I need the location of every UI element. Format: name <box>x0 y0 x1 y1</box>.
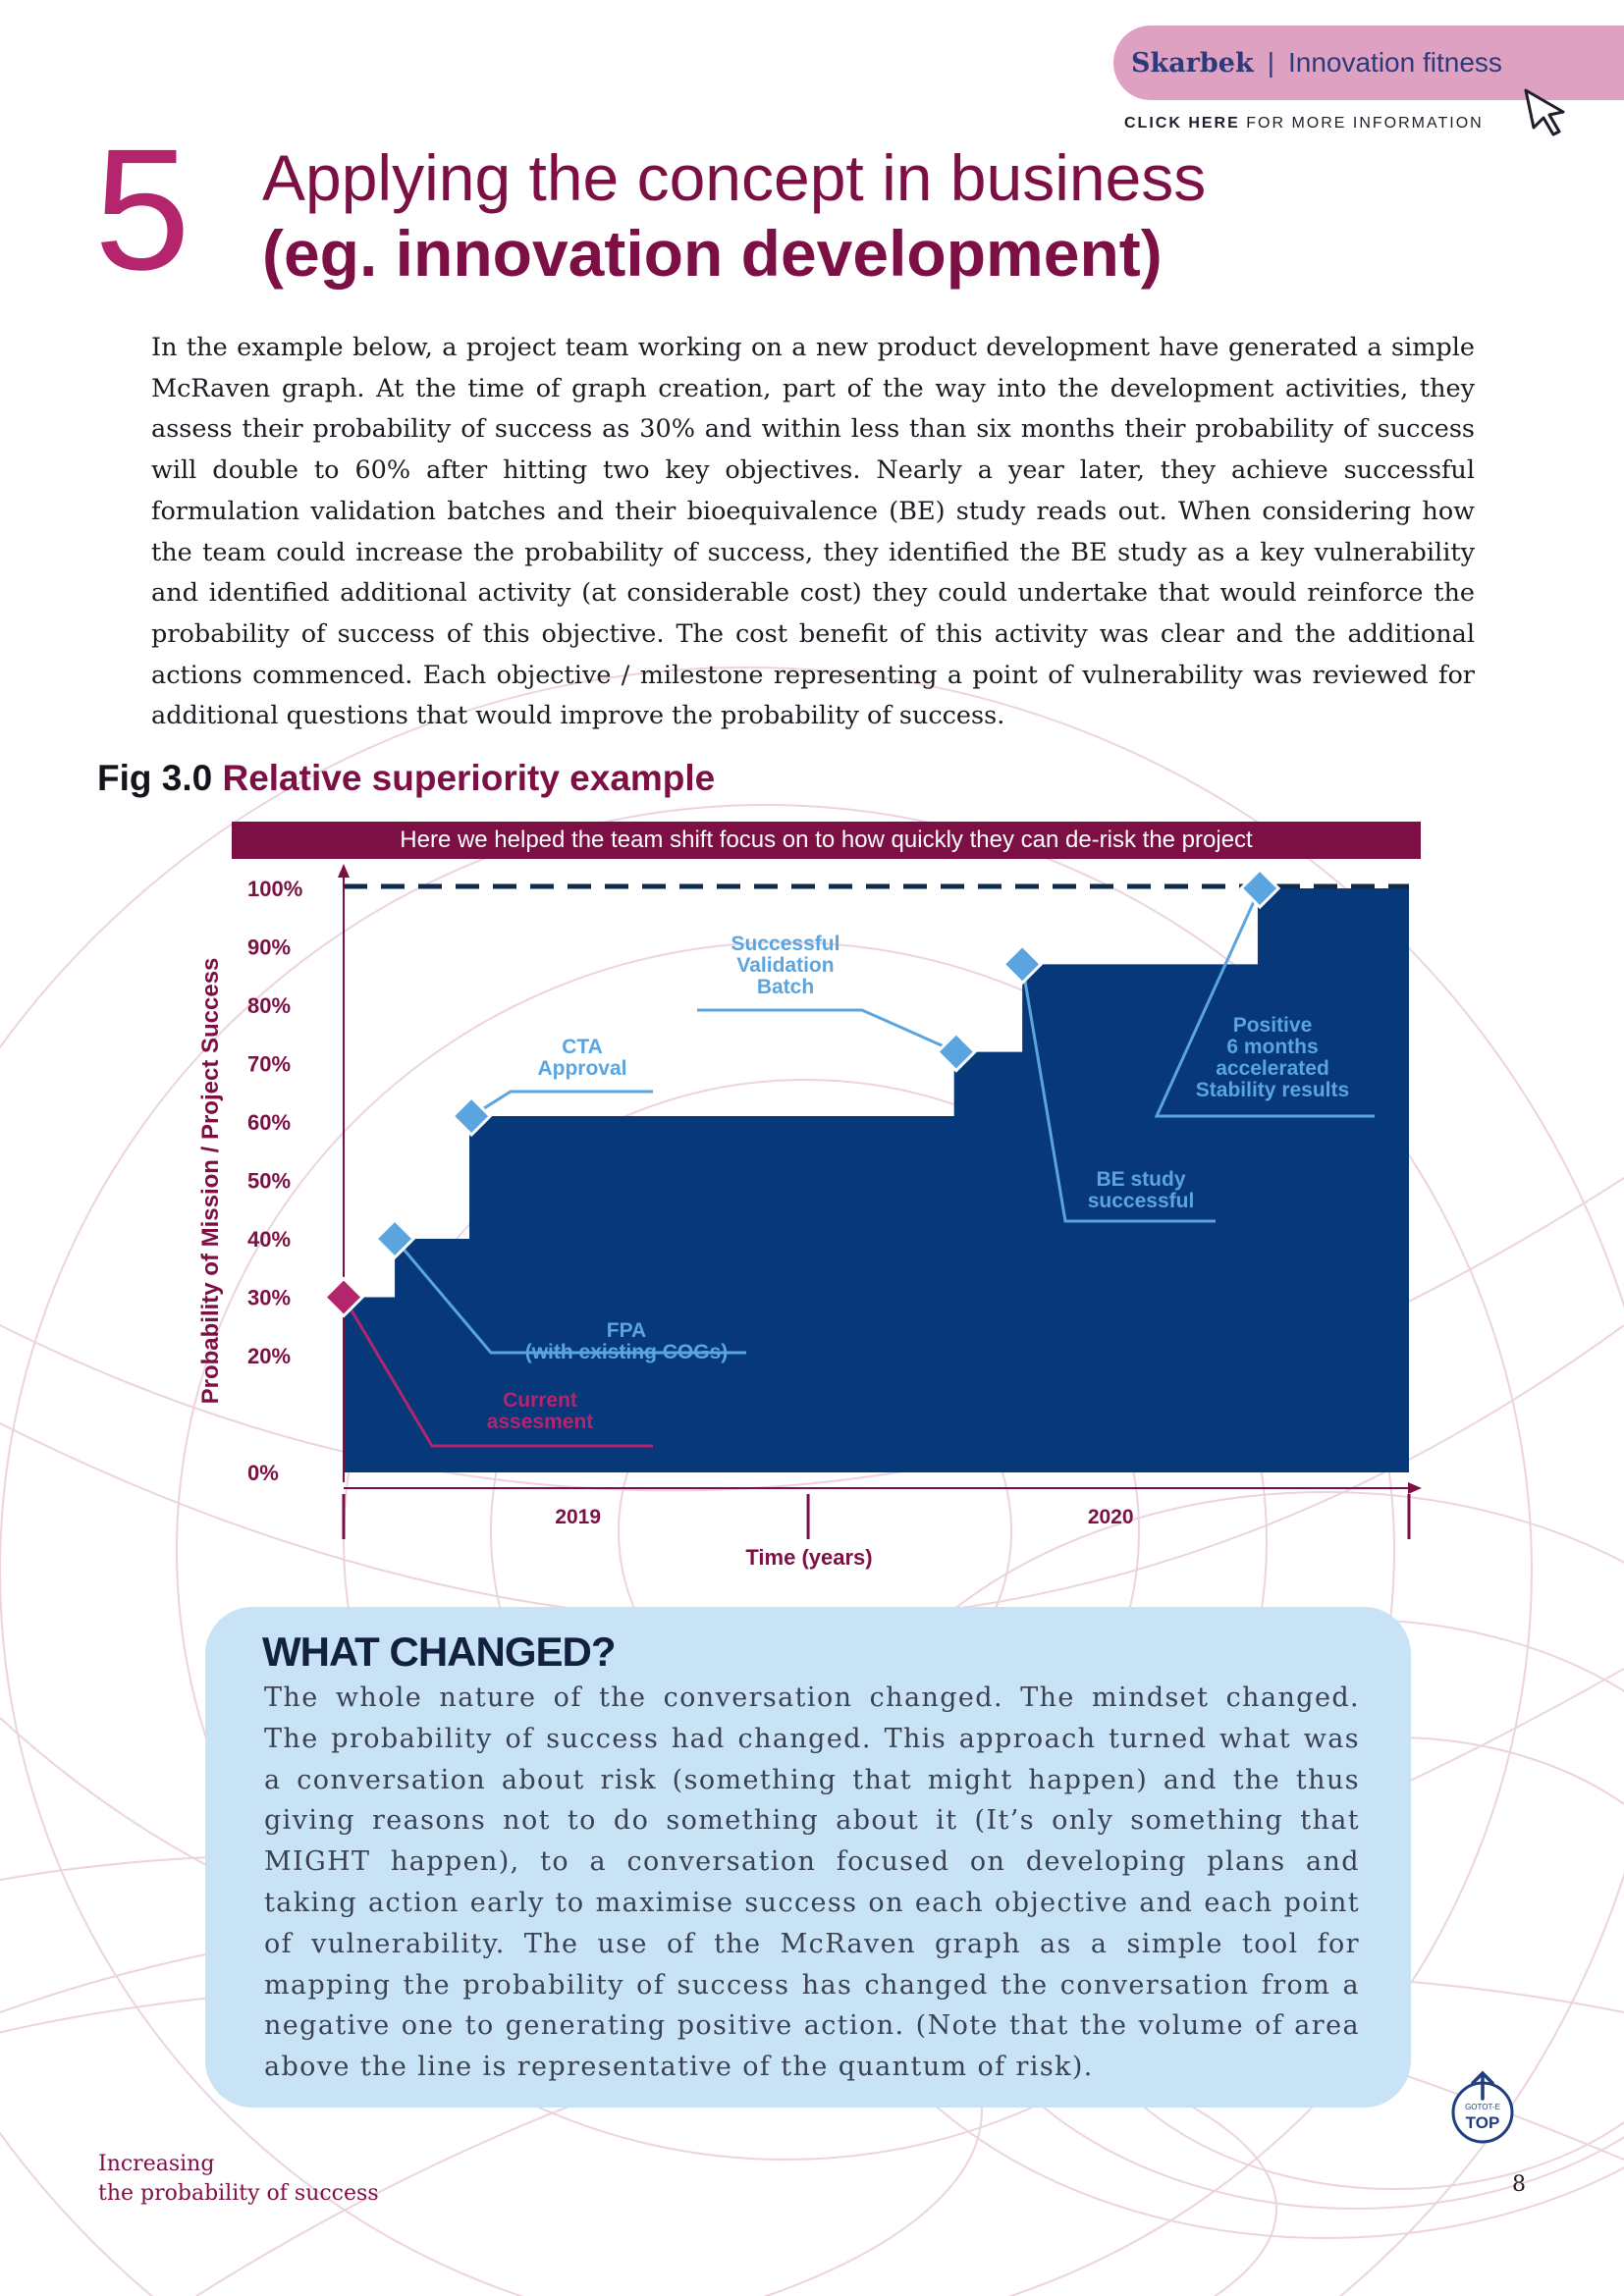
top-button-small-label: GOTOT-E <box>1465 2103 1500 2111</box>
y-tick-label: 40% <box>247 1227 292 1252</box>
back-to-top-button[interactable] <box>1443 2067 1522 2150</box>
figure-name: Relative superiority example <box>222 758 716 798</box>
page-title-line1: Applying the concept in business <box>262 141 1207 214</box>
y-axis-label: Probability of Mission / Project Success <box>197 957 224 1405</box>
footer-title <box>98 2150 379 2209</box>
y-axis-arrow <box>338 864 350 878</box>
what-changed-body: The whole nature of the conversation changed. The mindset changed. The probability of success had changed. This approach turned what was a conversation about risk (something that might happen) and the thus giving reasons not to do something about it (It’s only something that MIGHT happen), to a conversation focused on developing plans and taking action early to maximise success on each objective and each point of vulnerability. The use of the McRaven graph as a simple tool for mapping the probability of success has changed the conversation from a negative one to generating positive action. (Note that the volume of area above the line is representative of the quantum of risk). <box>264 1682 1360 2083</box>
y-tick-label: 70% <box>247 1051 292 1077</box>
y-tick-label: 60% <box>247 1110 292 1135</box>
milestone-label: 6 months <box>1226 1036 1319 1058</box>
milestone-label: Successful <box>731 933 840 955</box>
milestone-label: Validation <box>736 954 835 977</box>
chart-banner: Here we helped the team shift focus on to how quickly they can de-risk the project <box>232 822 1421 859</box>
page-number: 8 <box>1512 2172 1526 2197</box>
click-here-bold: CLICK HERE <box>1124 115 1240 132</box>
milestone-label: CTA <box>562 1036 603 1058</box>
y-tick-label: 20% <box>247 1344 292 1368</box>
what-changed-title: WHAT CHANGED? <box>262 1629 616 1675</box>
figure-label: Fig 3.0 <box>97 758 213 798</box>
y-tick-label: 90% <box>247 934 292 960</box>
brand-title: Innovation fitness <box>1287 47 1502 78</box>
x-year-label: 2019 <box>555 1506 602 1528</box>
y-tick-label: 50% <box>247 1168 292 1194</box>
section-number: 5 <box>94 114 190 306</box>
milestone-label: Batch <box>756 976 815 998</box>
milestone-label: BE study <box>1096 1168 1186 1191</box>
what-changed-box <box>205 1607 1411 2108</box>
milestone-label: accelerated <box>1216 1057 1329 1080</box>
y-tick-label: 100% <box>247 877 303 901</box>
milestone-label: Stability results <box>1195 1079 1350 1101</box>
x-axis-arrow <box>1408 1482 1422 1494</box>
skarbek-logo: Skarbek <box>1131 47 1254 79</box>
top-button-label: TOP <box>1465 2113 1500 2132</box>
milestone-leader-line <box>471 1092 653 1116</box>
click-here-rest: FOR MORE INFORMATION <box>1239 115 1484 132</box>
y-tick-label: 0% <box>247 1461 279 1485</box>
milestone-label: FPA <box>606 1319 647 1342</box>
page-title-line2: (eg. innovation development) <box>262 217 1163 290</box>
footer-line1: Increasing <box>98 2152 215 2176</box>
x-year-label: 2020 <box>1087 1506 1134 1528</box>
milestone-label: assesment <box>486 1411 594 1433</box>
y-tick-label: 30% <box>247 1285 292 1310</box>
probability-area <box>344 888 1409 1472</box>
milestone-label: Positive <box>1232 1014 1313 1037</box>
y-tick-label: 80% <box>247 993 292 1018</box>
footer-line2: the probability of success <box>98 2181 379 2206</box>
milestone-label: Current <box>503 1389 577 1412</box>
brand-separator: | <box>1267 47 1274 78</box>
milestone-label: successful <box>1087 1190 1195 1212</box>
x-axis-label: Time (years) <box>745 1545 873 1570</box>
intro-paragraph: In the example below, a project team working on a new product development have generated a simple McRaven graph. At the time of graph creation, part of the way into the development activities, they assess their probability of success as 30% and within less than six months their probability of success will double to 60% after hitting two key objectives. Nearly a year later, they achieve successful formulation validation batches and their bioequivalence (BE) study reads out. When considering how the team could increase the probability of success, they identified the BE study as a key vulnerability and identified additional activity (at considerable cost) they could undertake that would reinforce the probability of success of this objective. The cost benefit of this activity was clear and the additional actions commenced. Each objective / milestone representing a point of vulnerability was reviewed for additional questions that would improve the probability of success. <box>151 333 1475 731</box>
milestone-leader-line <box>697 1010 956 1052</box>
milestone-label: Approval <box>537 1057 627 1080</box>
milestone-label: (with existing COGs) <box>524 1341 729 1363</box>
